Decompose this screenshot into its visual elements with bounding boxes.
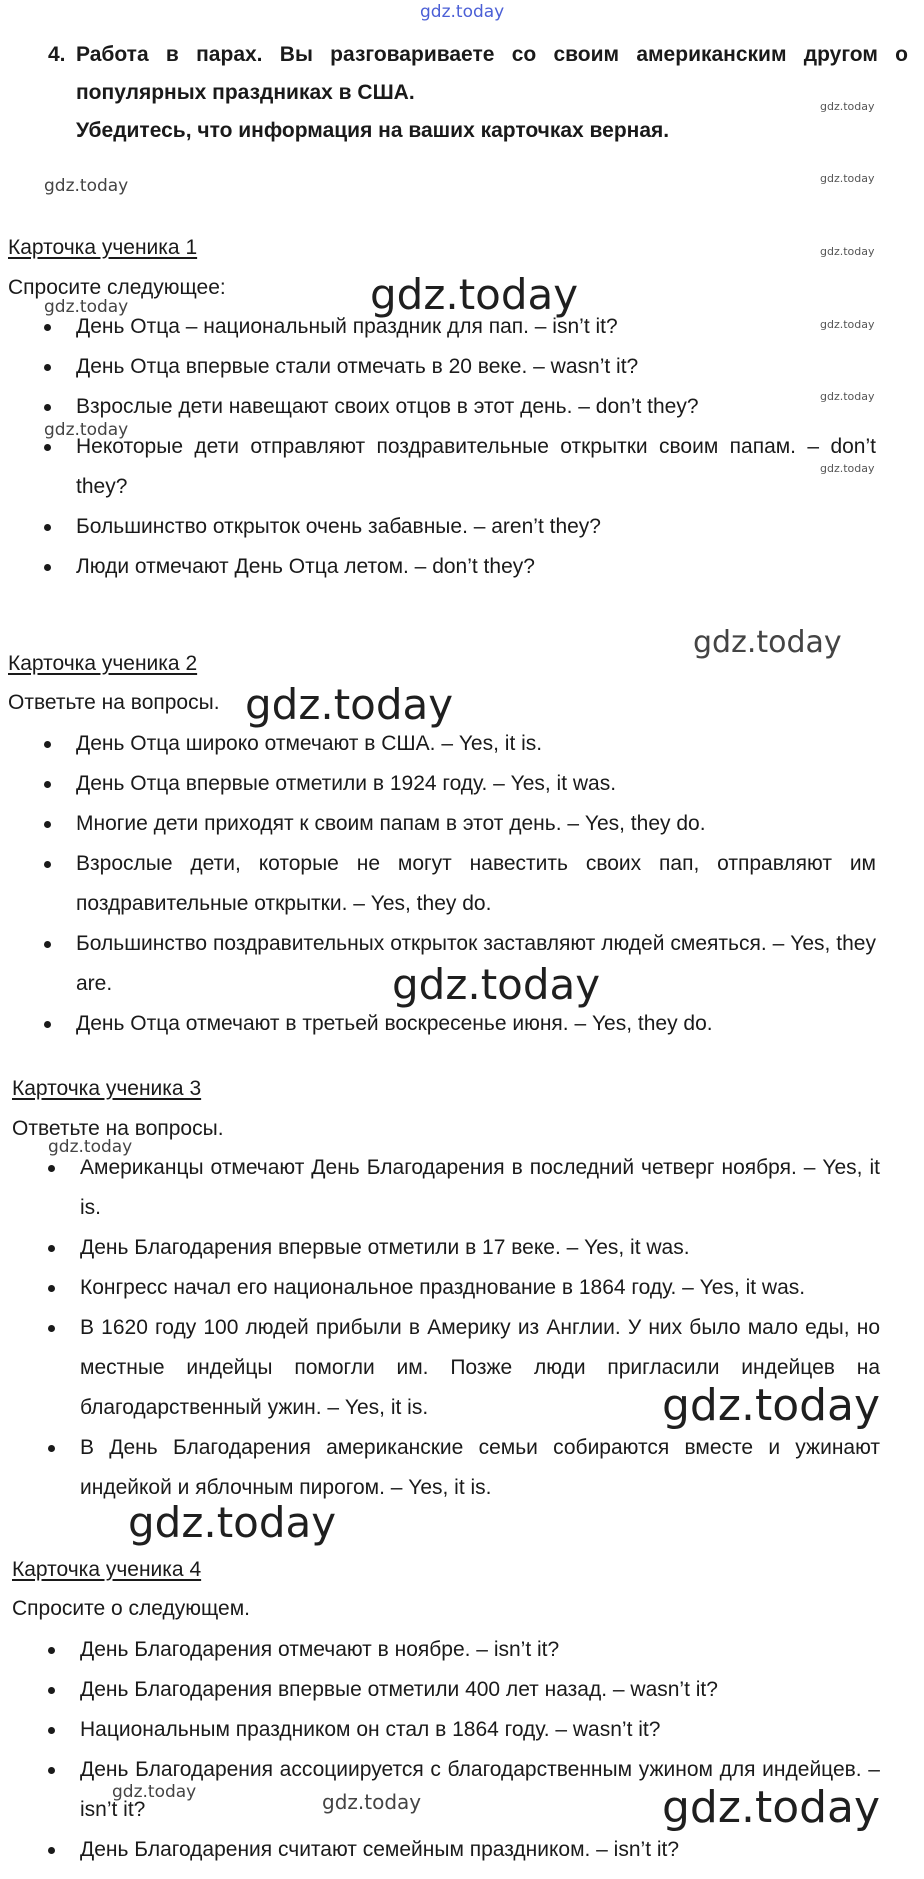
task-instruction-2: Убедитесь, что информация на ваших карточках верная. (76, 119, 670, 142)
watermark-small: gdz.today (820, 318, 875, 331)
card-3-title: Карточка ученика 3 (12, 1077, 202, 1100)
bullet-icon (44, 941, 51, 948)
card-2-list (44, 724, 876, 1044)
bullet-icon (44, 324, 51, 331)
bullet-icon (44, 364, 51, 371)
list-item: День Благодарения считают семейным праздником. – isn’t it? (48, 1830, 880, 1870)
watermark-large: gdz.today (662, 1782, 881, 1833)
card-3-intro: Ответьте на вопросы. (12, 1117, 224, 1140)
list-item: День Благодарения отмечают в ноябре. – isn’t it? (48, 1630, 880, 1670)
list-item: День Отца впервые отметили в 1924 году. – Yes, it was. (44, 764, 876, 804)
list-item: Взрослые дети, которые не могут навестить своих пап, отправляют им поздравительные открытки. – Yes, they do. (44, 844, 876, 924)
watermark-small: gdz.today (44, 420, 129, 440)
card-2-title: Карточка ученика 2 (8, 652, 198, 675)
bullet-icon (48, 1285, 55, 1292)
bullet-icon (48, 1847, 55, 1854)
watermark-large: gdz.today (128, 1498, 337, 1547)
bullet-icon (44, 821, 51, 828)
list-item: День Отца – национальный праздник для пап. – isn’t it? (44, 307, 876, 347)
list-item: Конгресс начал его национальное празднование в 1864 году. – Yes, it was. (48, 1268, 880, 1308)
card-2-intro: Ответьте на вопросы. (8, 691, 220, 714)
bullet-icon (48, 1647, 55, 1654)
list-item: День Отца отмечают в третьей воскресенье июня. – Yes, they do. (44, 1004, 876, 1044)
bullet-icon (48, 1727, 55, 1734)
bullet-icon (44, 444, 51, 451)
list-item: День Отца широко отмечают в США. – Yes, it is. (44, 724, 876, 764)
watermark-medium: gdz.today (693, 625, 842, 660)
bullet-icon (48, 1767, 55, 1774)
watermark-small: gdz.today (112, 1782, 197, 1802)
card-4-list (48, 1630, 880, 1870)
watermark-small: gdz.today (322, 1790, 422, 1814)
watermark-large: gdz.today (245, 680, 454, 729)
card-1-intro: Спросите следующее: (8, 276, 226, 299)
list-item: Некоторые дети отправляют поздравительные открытки своим папам. – don’t they? (44, 427, 876, 507)
watermark-small: gdz.today (820, 390, 875, 403)
bullet-icon (48, 1245, 55, 1252)
watermark-large: gdz.today (392, 960, 601, 1009)
card-4-title: Карточка ученика 4 (12, 1558, 202, 1581)
list-item: Большинство открыток очень забавные. – aren’t they? (44, 507, 876, 547)
card-3-list (48, 1148, 880, 1508)
watermark-large: gdz.today (370, 270, 579, 319)
bullet-icon (48, 1325, 55, 1332)
bullet-icon (44, 861, 51, 868)
bullet-icon (48, 1687, 55, 1694)
list-item: Многие дети приходят к своим папам в этот день. – Yes, they do. (44, 804, 876, 844)
list-item: Национальным праздником он стал в 1864 году. – wasn’t it? (48, 1710, 880, 1750)
list-item: День Благодарения впервые отметили в 17 веке. – Yes, it was. (48, 1228, 880, 1268)
card-1-title: Карточка ученика 1 (8, 236, 198, 259)
watermark-small: gdz.today (48, 1137, 133, 1157)
bullet-icon (44, 404, 51, 411)
bullet-icon (44, 524, 51, 531)
watermark-small: gdz.today (820, 245, 875, 258)
bullet-icon (44, 564, 51, 571)
bullet-icon (48, 1445, 55, 1452)
list-item: Люди отмечают День Отца летом. – don’t they? (44, 547, 876, 587)
watermark-small: gdz.today (820, 462, 875, 475)
task-heading (48, 36, 908, 150)
watermark-small: gdz.today (820, 172, 875, 185)
bullet-icon (44, 781, 51, 788)
watermark-small: gdz.today (44, 297, 129, 317)
list-item: День Благодарения впервые отметили 400 лет назад. – wasn’t it? (48, 1670, 880, 1710)
bullet-icon (48, 1165, 55, 1172)
task-instruction: Работа в парах. Вы разговариваете со своим американским другом о популярных праздниках в США. (76, 43, 908, 104)
list-item: В День Благодарения американские семьи собираются вместе и ужинают индейкой и яблочным пирогом. – Yes, it is. (48, 1428, 880, 1508)
watermark-small: gdz.today (820, 100, 875, 113)
watermark-top: gdz.today (420, 2, 505, 22)
card-4-intro: Спросите о следующем. (12, 1597, 251, 1620)
list-item: День Отца впервые стали отмечать в 20 веке. – wasn’t it? (44, 347, 876, 387)
list-item: Взрослые дети навещают своих отцов в этот день. – don’t they? (44, 387, 876, 427)
bullet-icon (44, 741, 51, 748)
watermark-large: gdz.today (662, 1380, 881, 1431)
card-1-list (44, 307, 876, 587)
list-item: День Благодарения ассоциируется с благодарственным ужином для индейцев. – isn’t it? (48, 1750, 880, 1830)
list-item: В 1620 году 100 людей прибыли в Америку из Англии. У них было мало еды, но местные индейцы помогли им. Позже люди пригласили индейцев на благодарственный ужин. – Yes, it is. (48, 1308, 880, 1428)
bullet-icon (44, 1021, 51, 1028)
list-item: Большинство поздравительных открыток заставляют людей смеяться. – Yes, they are. (44, 924, 876, 1004)
list-item: Американцы отмечают День Благодарения в последний четверг ноября. – Yes, it is. (48, 1148, 880, 1228)
task-number: 4. (48, 43, 66, 66)
watermark-small: gdz.today (44, 176, 129, 196)
